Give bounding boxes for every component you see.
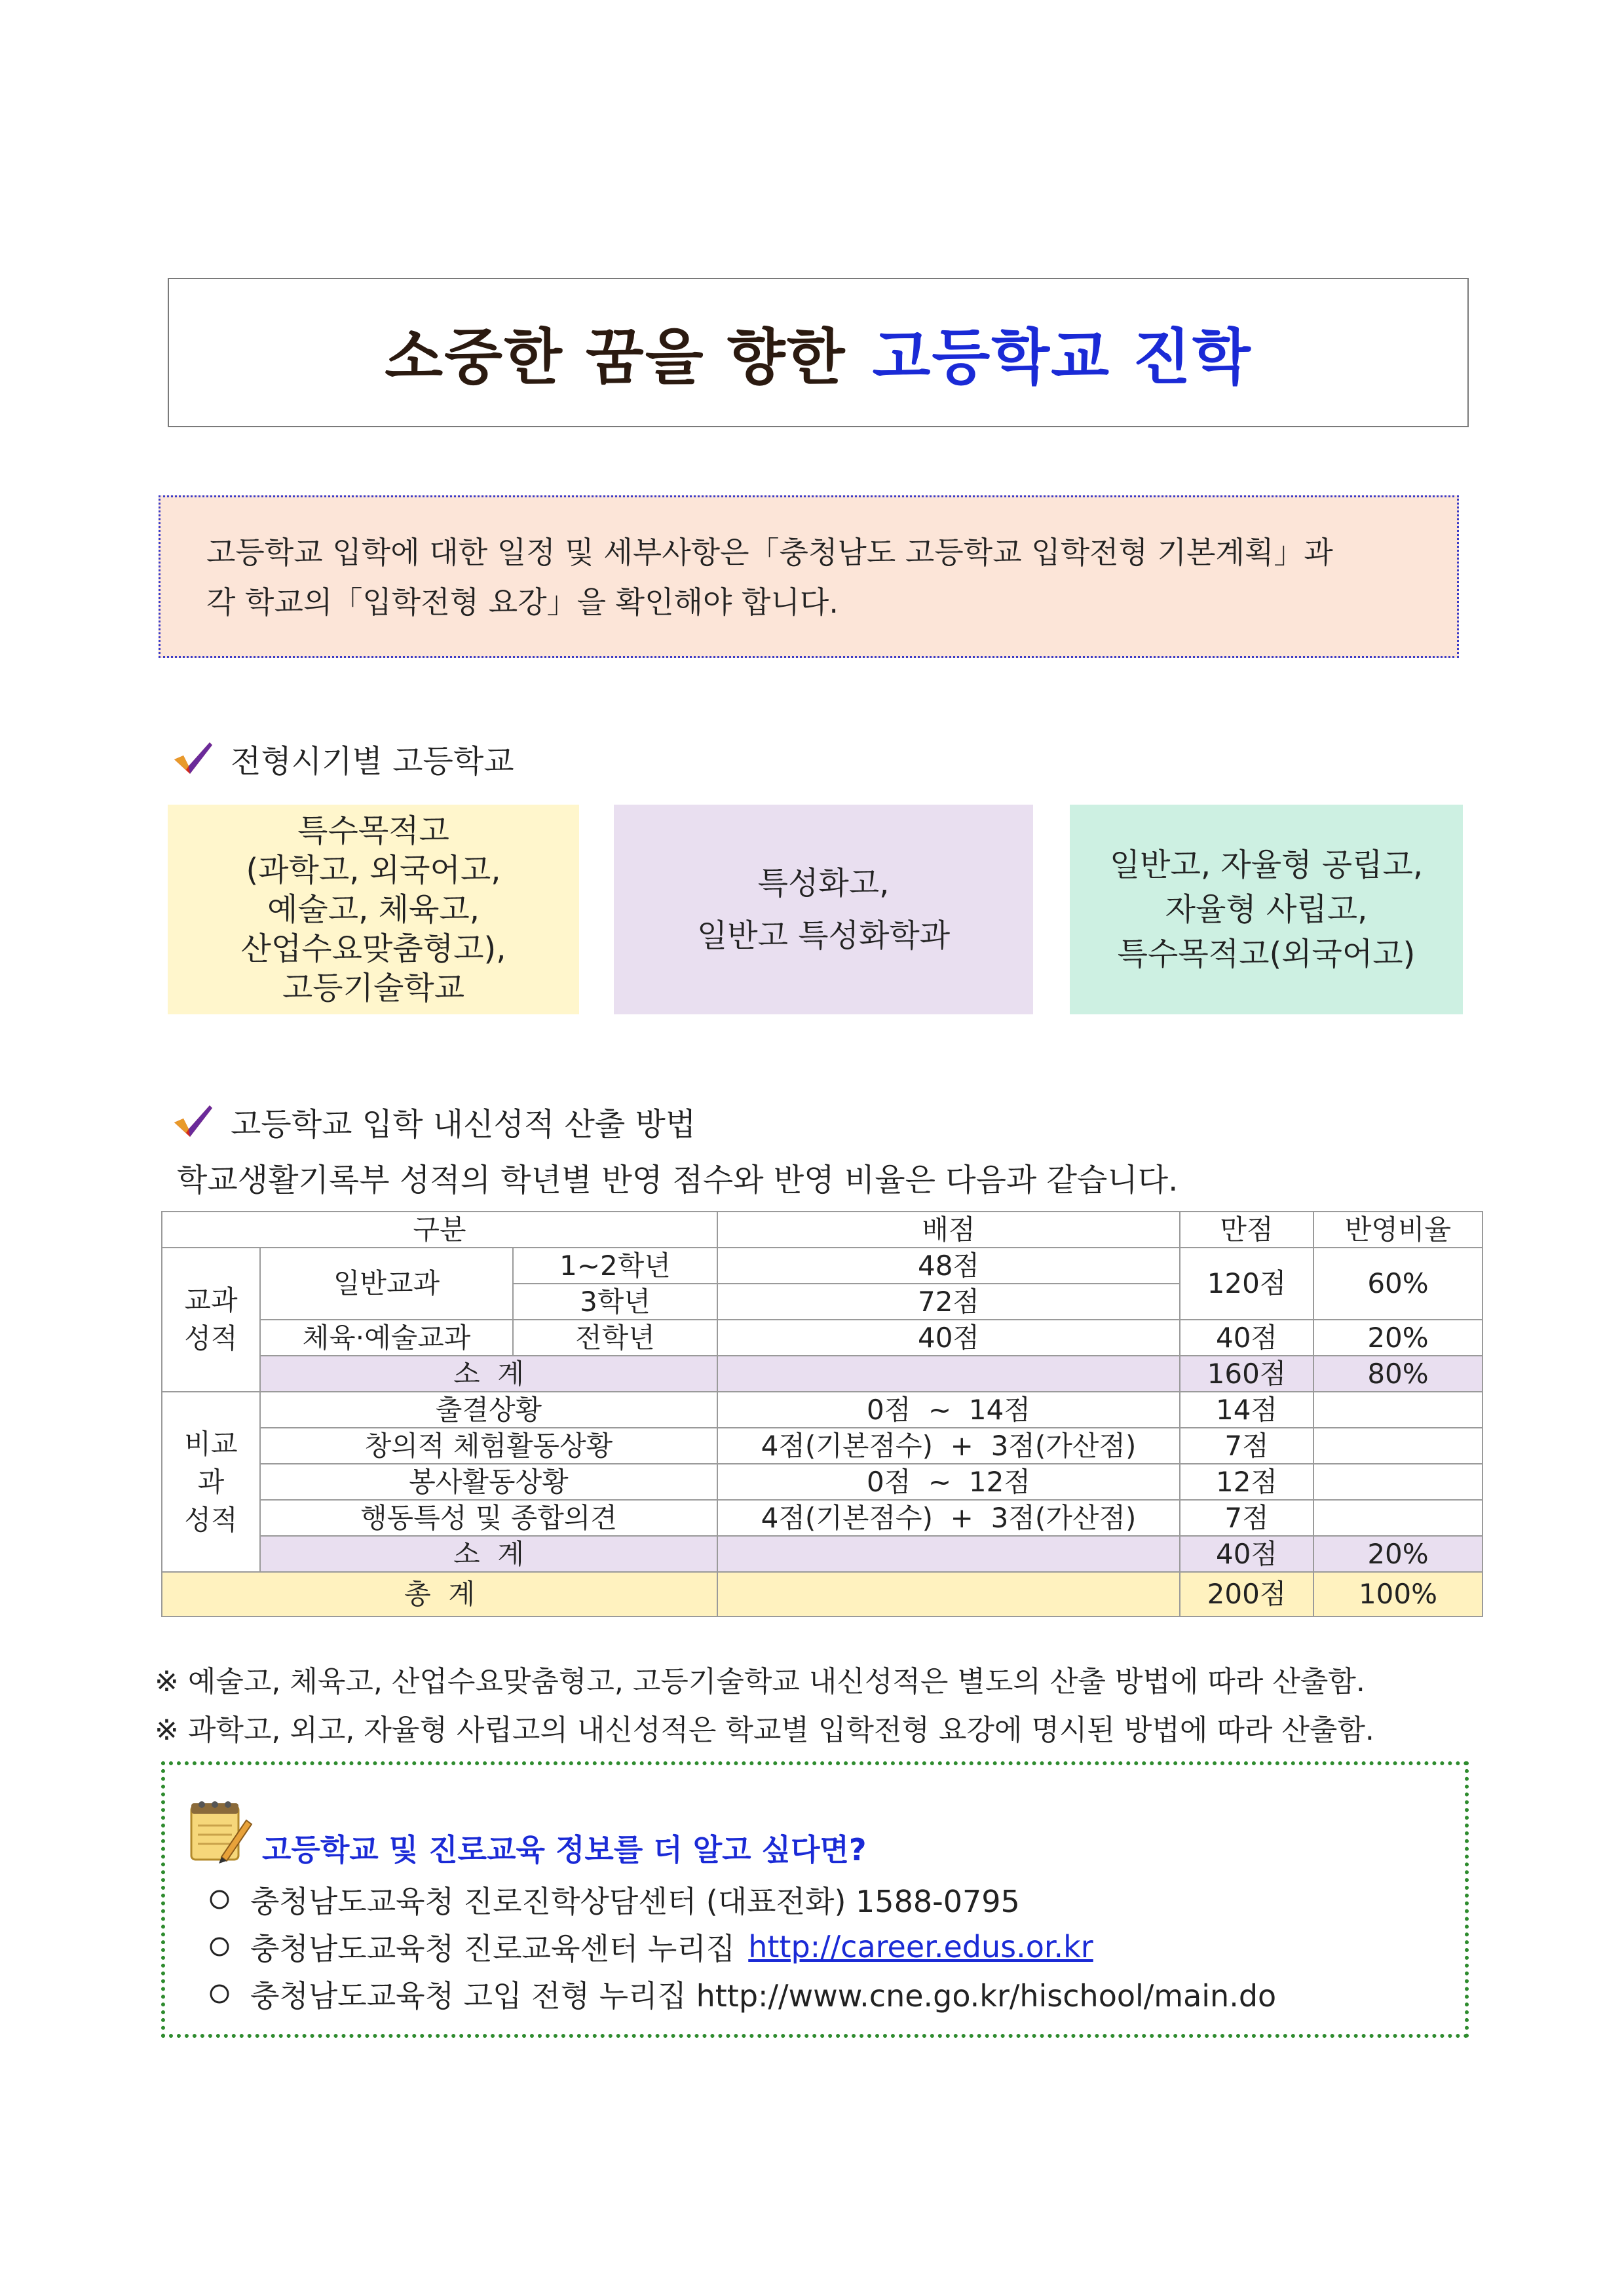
nonsubject-max: 7점 [1180, 1428, 1313, 1464]
header-score: 배점 [717, 1212, 1180, 1248]
table-row [162, 1428, 1482, 1464]
pe-art-ratio: 20% [1313, 1320, 1482, 1356]
grade-3-label: 3학년 [513, 1284, 717, 1320]
grade-table [161, 1211, 1483, 1617]
title-part2: 고등학교 진학 [872, 322, 1252, 392]
general-max: 120점 [1180, 1248, 1313, 1320]
check-mark-icon [172, 740, 214, 776]
nonsubject-subtotal-ratio: 20% [1313, 1536, 1482, 1572]
category1-line: 산업수요맞춤형고), [240, 930, 506, 967]
page-title [168, 278, 1469, 427]
header-ratio: 반영비율 [1313, 1212, 1482, 1248]
table-row [162, 1500, 1482, 1536]
nonsubject-item: 봉사활동상황 [260, 1464, 717, 1500]
section-heading-admission-period [172, 735, 514, 781]
table-row [162, 1356, 1482, 1392]
nonsubject-ratio [1313, 1500, 1482, 1536]
circle-bullet-icon [208, 1983, 231, 2005]
info-item-2-text: 충청남도교육청 진로교육센터 누리집 [250, 1931, 736, 1966]
table-row [162, 1536, 1482, 1572]
nonsubject-ratio [1313, 1464, 1482, 1500]
section-heading-grade-calc [172, 1098, 696, 1144]
nonsubject-item: 행동특성 및 종합의견 [260, 1500, 717, 1536]
general-ratio: 60% [1313, 1248, 1482, 1320]
pe-art-subject-label: 체육·예술교과 [260, 1320, 513, 1356]
nonsubject-score: 4점(기본점수) + 3점(가산점) [717, 1428, 1180, 1464]
category1-line: 특수목적고 [297, 813, 449, 849]
category-general [1070, 805, 1463, 1014]
total-ratio: 100% [1313, 1572, 1482, 1617]
grade-1-2-label: 1~2학년 [513, 1248, 717, 1284]
info-item-3-text: 충청남도교육청 고입 전형 누리집 http://www.cne.go.kr/hischool/main.do [250, 1978, 1277, 2014]
info-item-2 [208, 1926, 1093, 1967]
nonsubject-ratio [1313, 1392, 1482, 1428]
subject-subtotal-label: 소 계 [260, 1356, 717, 1392]
info-item-3 [208, 1974, 1276, 2014]
all-grades-label: 전학년 [513, 1320, 717, 1356]
nonsubject-score: 0점 ~ 12점 [717, 1464, 1180, 1500]
category2-line: 일반고 특성화학과 [696, 917, 951, 954]
title-part1: 소중한 꿈을 향한 [385, 322, 846, 392]
grade-3-score: 72점 [717, 1284, 1180, 1320]
circle-bullet-icon [208, 1888, 231, 1911]
pe-art-score: 40점 [717, 1320, 1180, 1356]
subject-subtotal-max: 160점 [1180, 1356, 1313, 1392]
table-row [162, 1320, 1482, 1356]
category3-line: 자율형 사립고, [1165, 891, 1368, 928]
note-2: ※ 과학고, 외고, 자율형 사립고의 내신성적은 학교별 입학전형 요강에 명시된 방법에 따라 산출함. [155, 1713, 1374, 1747]
pe-art-max: 40점 [1180, 1320, 1313, 1356]
notice-line-2: 각 학교의「입학전형 요강」을 확인해야 합니다. [206, 584, 839, 620]
total-label: 총 계 [162, 1572, 717, 1617]
nonsubject-item: 창의적 체험활동상황 [260, 1428, 717, 1464]
nonsubject-subtotal-max: 40점 [1180, 1536, 1313, 1572]
nonsubject-max: 7점 [1180, 1500, 1313, 1536]
category1-line: (과학고, 외국어고, [246, 852, 501, 889]
table-row [162, 1392, 1482, 1428]
note-1: ※ 예술고, 체육고, 산업수요맞춤형고, 고등기술학교 내신성적은 별도의 산출 방법에 따라 산출함. [155, 1665, 1365, 1698]
notepad-pencil-icon [182, 1794, 254, 1866]
notice-line-1: 고등학교 입학에 대한 일정 및 세부사항은「충청남도 고등학교 입학전형 기본계획」과 [206, 535, 1333, 570]
subject-subtotal-ratio: 80% [1313, 1356, 1482, 1392]
table-row [162, 1248, 1482, 1284]
nonsubject-subtotal-label: 소 계 [260, 1536, 717, 1572]
category2-line: 특성화고, [757, 865, 890, 902]
info-title: 고등학교 및 진로교육 정보를 더 알고 싶다면? [262, 1832, 867, 1867]
category-special-purpose [168, 805, 579, 1014]
total-score [717, 1572, 1180, 1617]
header-max: 만점 [1180, 1212, 1313, 1248]
category3-line: 일반고, 자율형 공립고, [1109, 847, 1424, 883]
nonsubject-ratio [1313, 1428, 1482, 1464]
nonsubject-subtotal-score [717, 1536, 1180, 1572]
nonsubject-score: 4점(기본점수) + 3점(가산점) [717, 1500, 1180, 1536]
career-center-link[interactable]: http://career.edus.or.kr [748, 1929, 1093, 1964]
table-total-row [162, 1572, 1482, 1617]
general-subject-label: 일반교과 [260, 1248, 513, 1320]
header-category: 구분 [162, 1212, 717, 1248]
subject-subtotal-score [717, 1356, 1180, 1392]
nonsubject-max: 12점 [1180, 1464, 1313, 1500]
grade-1-2-score: 48점 [717, 1248, 1180, 1284]
info-item-1 [208, 1879, 1020, 1920]
nonsubject-item: 출결상황 [260, 1392, 717, 1428]
section2-heading-text: 고등학교 입학 내신성적 산출 방법 [231, 1105, 696, 1143]
subject-group-label: 교과 성적 [162, 1248, 260, 1392]
notice-box [159, 495, 1459, 658]
section1-heading-text: 전형시기별 고등학교 [231, 742, 514, 780]
category1-line: 예술고, 체육고, [267, 891, 480, 928]
circle-bullet-icon [208, 1936, 231, 1958]
check-mark-icon [172, 1103, 214, 1139]
info-item-1-text: 충청남도교육청 진로진학상담센터 (대표전화) 1588-0795 [250, 1884, 1020, 1919]
category-specialized [614, 805, 1033, 1014]
nonsubject-group-label: 비교 과 성적 [162, 1392, 260, 1572]
nonsubject-score: 0점 ~ 14점 [717, 1392, 1180, 1428]
section2-intro: 학교생활기록부 성적의 학년별 반영 점수와 반영 비율은 다음과 같습니다. [177, 1162, 1179, 1198]
category3-line: 특수목적고(외국어고) [1117, 936, 1416, 972]
table-row [162, 1464, 1482, 1500]
nonsubject-max: 14점 [1180, 1392, 1313, 1428]
category1-line: 고등기술학교 [282, 970, 465, 1006]
total-max: 200점 [1180, 1572, 1313, 1617]
table-header-row [162, 1212, 1482, 1248]
